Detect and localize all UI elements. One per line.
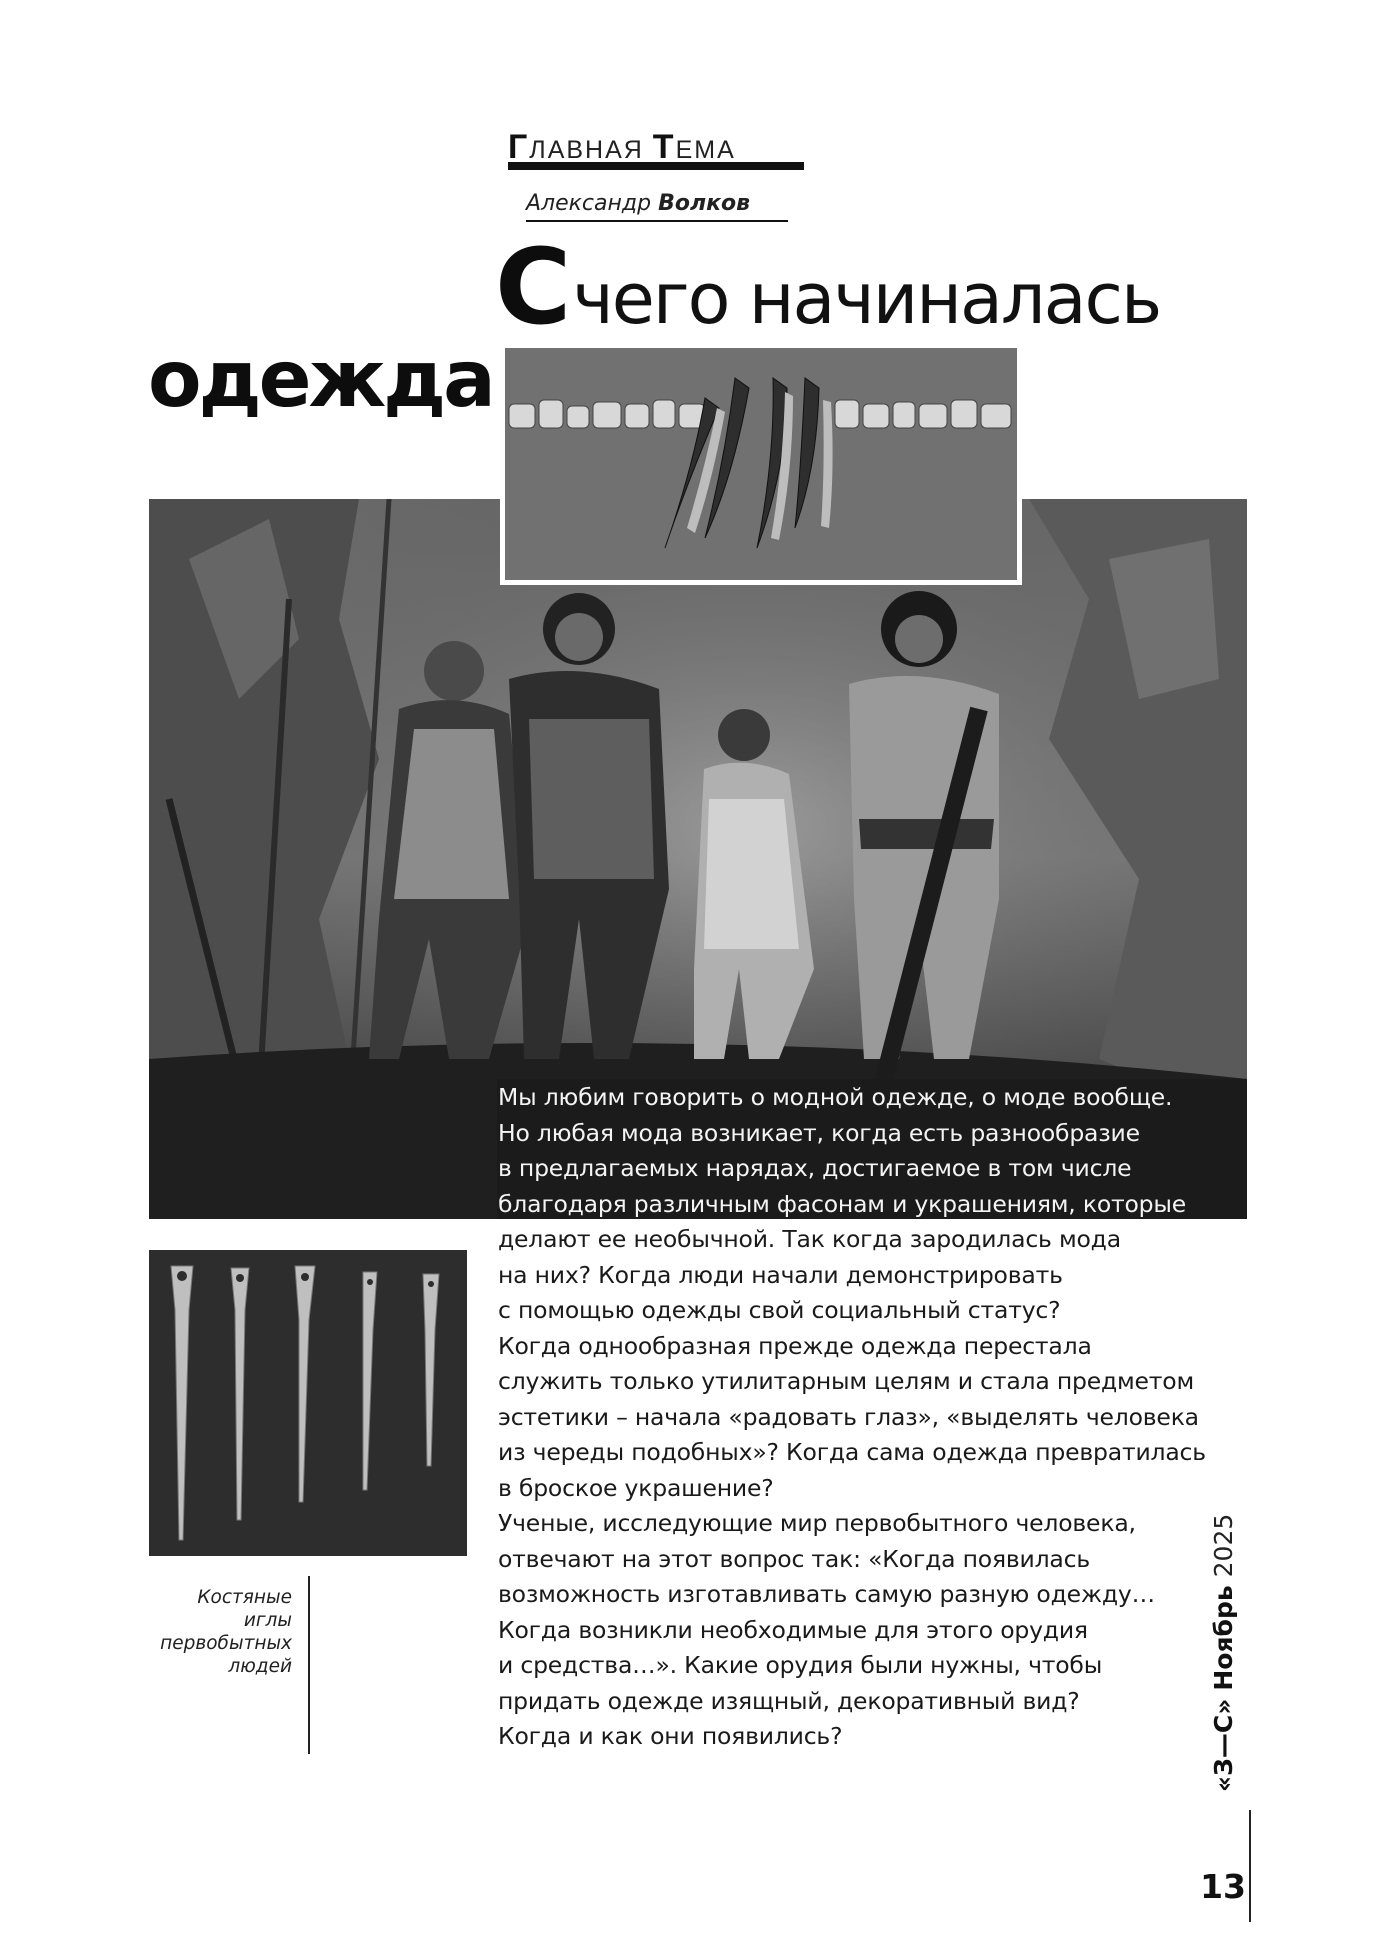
caption-line: первобытных	[160, 1633, 292, 1654]
section-header	[508, 130, 804, 170]
body-line: делают ее необычной. Так когда зародилась мода	[498, 1225, 1121, 1253]
magazine-month: Ноябрь	[1209, 1585, 1238, 1691]
page-number: 13	[1200, 1867, 1246, 1906]
body-line: Ученые, исследующие мир первобытного человека,	[498, 1509, 1136, 1537]
headline-line-2: одежда	[148, 335, 493, 425]
body-line: и средства…». Какие орудия были нужны, чтобы	[498, 1651, 1103, 1679]
section-header-cap1: Г	[508, 128, 530, 166]
body-line: отвечают на этот вопрос так: «Когда появилась	[498, 1544, 1091, 1573]
headline-line-1	[495, 226, 1255, 348]
body-line: эстетики – начала «радовать глаз», «выделять человека	[498, 1402, 1199, 1431]
body-line: с помощью одежды свой социальный статус?	[498, 1296, 1061, 1324]
article-body	[498, 1080, 1206, 1755]
headline-dropcap: С	[495, 226, 568, 348]
body-line: в броское украшение?	[498, 1473, 774, 1502]
body-line: Когда возникли необходимые для этого орудия	[498, 1615, 1088, 1644]
body-line: из череды подобных»? Когда сама одежда превратилась	[498, 1438, 1206, 1466]
photo-caption	[140, 1586, 292, 1678]
author-last-name: Волков	[658, 191, 751, 216]
section-header-rest1: ЛАВНАЯ	[529, 136, 644, 164]
section-header-rest2: ЕМА	[675, 136, 736, 164]
caption-divider	[308, 1576, 310, 1754]
caption-line: иглы	[243, 1610, 292, 1631]
caption-line: Костяные	[197, 1587, 292, 1608]
author-byline	[526, 190, 788, 222]
caption-line: людей	[228, 1656, 292, 1677]
body-line: возможность изготавливать самую разную одежду…	[498, 1580, 1155, 1608]
body-line: в предлагаемых нарядах, достигаемое в том числе	[498, 1154, 1132, 1182]
body-line: Мы любим говорить о модной одежде, о моде вообще.	[498, 1083, 1173, 1111]
magazine-issue-vertical	[1206, 1513, 1242, 1792]
body-line: Когда однообразная прежде одежда перестала	[498, 1331, 1092, 1360]
bone-needles-photo	[149, 1250, 467, 1556]
necklace-photo	[500, 343, 1022, 585]
body-line: Когда и как они появились?	[498, 1722, 843, 1750]
footer-divider	[1249, 1810, 1251, 1922]
body-line: придать одежде изящный, декоративный вид?	[498, 1686, 1080, 1715]
body-line: Но любая мода возникает, когда есть разнообразие	[498, 1118, 1140, 1147]
headline-rest: чего начиналась	[572, 258, 1161, 340]
section-header-cap2: Т	[652, 128, 676, 166]
author-first-name: Александр	[526, 191, 652, 216]
body-line: на них? Когда люди начали демонстрировать	[498, 1260, 1063, 1289]
magazine-year: 2025	[1209, 1513, 1238, 1578]
magazine-name: «З—С»	[1209, 1698, 1238, 1792]
body-line: благодаря различным фасонам и украшениям, которые	[498, 1189, 1187, 1218]
body-line: служить только утилитарным целям и стала предметом	[498, 1367, 1194, 1395]
